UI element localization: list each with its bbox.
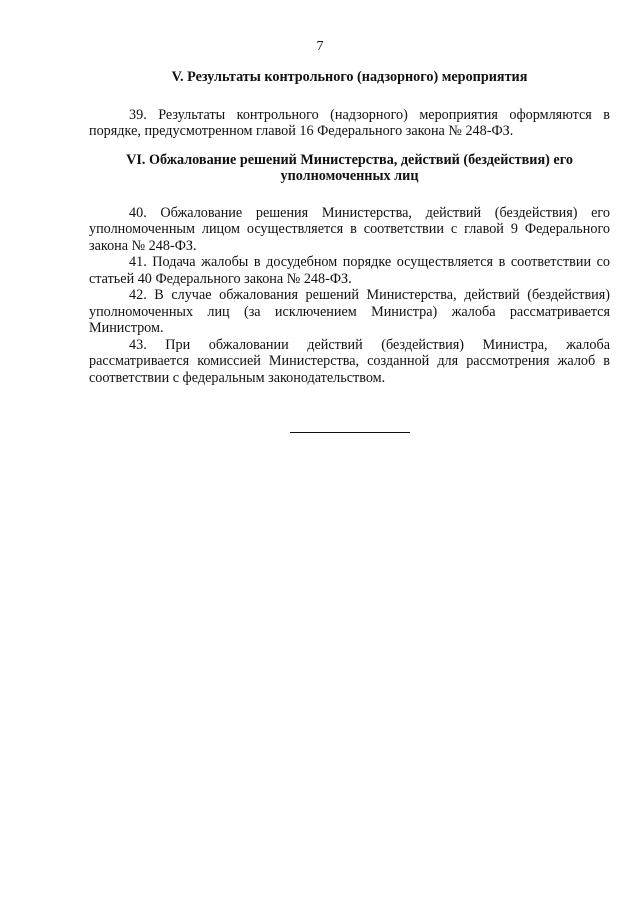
section-6-heading-line-2: уполномоченных лиц bbox=[280, 168, 419, 184]
paragraph-41: 41. Подача жалобы в досудебном порядке осуществляется в соответствии со статьей 40 Федерального закона № 248-ФЗ. bbox=[89, 254, 610, 287]
paragraph-40: 40. Обжалование решения Министерства, действий (бездействия) его уполномоченным лицом осуществляется в соответствии с главой 9 Федерального закона № 248-ФЗ. bbox=[89, 204, 610, 254]
section-6-heading bbox=[89, 152, 610, 185]
document-body bbox=[89, 69, 610, 386]
paragraph-43: 43. При обжаловании действий (бездействия) Министра, жалоба рассматривается комиссией Министерства, созданной для рассмотрения жалоб в соответствии с федеральным законодательством. bbox=[89, 336, 610, 386]
paragraph-39: 39. Результаты контрольного (надзорного) мероприятия оформляются в порядке, предусмотренном главой 16 Федерального закона № 248-ФЗ. bbox=[89, 106, 610, 139]
section-6-heading-line-1: VI. Обжалование решений Министерства, действий (бездействия) его bbox=[126, 151, 573, 168]
section-5-heading: V. Результаты контрольного (надзорного) мероприятия bbox=[171, 69, 528, 85]
paragraph-42: 42. В случае обжалования решений Министерства, действий (бездействия) уполномоченных лиц (за исключением Министра) жалоба рассматривается Министром. bbox=[89, 287, 610, 336]
page-number: 7 bbox=[316, 39, 324, 54]
closing-divider bbox=[290, 432, 410, 433]
